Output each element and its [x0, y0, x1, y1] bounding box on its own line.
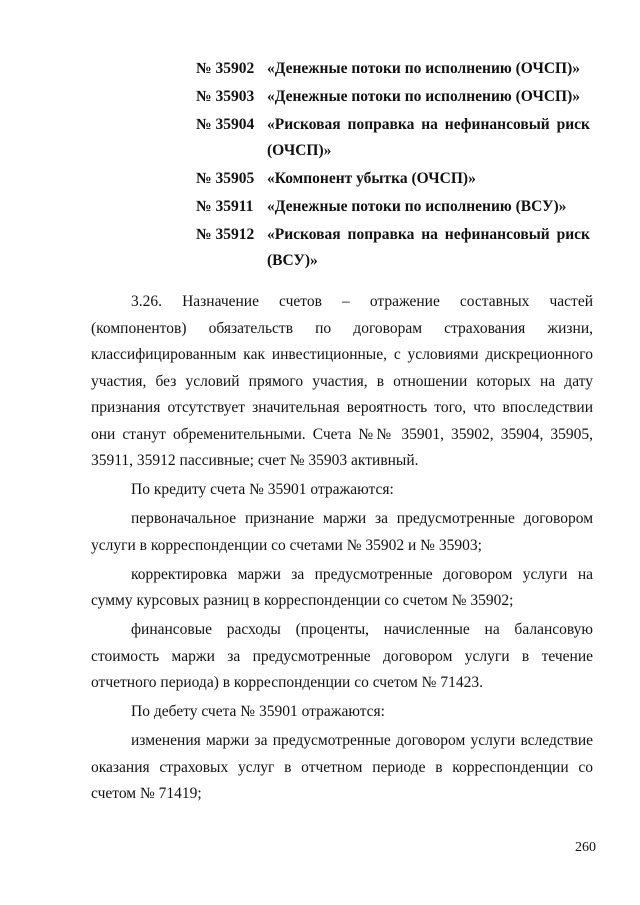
account-entry [196, 194, 590, 220]
account-entry [196, 166, 590, 192]
page-number: 260 [575, 840, 596, 855]
account-number: № 35902 [196, 60, 255, 77]
section-paragraph: 3.26. Назначение счетов – отражение составных частей (компонентов) обязательств по договорам страхования жизни, классифицированным как инвестиционные, с условиями дискреционного участия, без условий прямого участия, в отношении которых на дату признания отсутствует значительная вероятность того, что впоследствии они станут обременительными. Счета №№ 35901, 35902, 35904, 35905, 35911, 35912 пассивные; счет № 35903 активный. [91, 293, 593, 469]
list-paragraph: первоначальное признание маржи за предусмотренные договором услуги в корреспонденции со счетами № 35902 и № 35903; [91, 510, 593, 554]
account-name: «Компонент убытка (ОЧСП)» [267, 170, 476, 187]
credit-heading: По кредиту счета № 35901 отражаются: [131, 481, 394, 498]
account-entry [196, 222, 590, 274]
account-name: «Денежные потоки по исполнению (ОЧСП)» [267, 60, 580, 77]
account-list [196, 56, 590, 276]
account-number: № 35912 [196, 226, 255, 243]
account-entry [196, 112, 590, 164]
account-name: «Рисковая поправка на нефинансовый риск (ОЧСП)» [267, 116, 590, 159]
account-name: «Рисковая поправка на нефинансовый риск (ВСУ)» [267, 226, 590, 269]
account-number: № 35905 [196, 170, 255, 187]
account-name: «Денежные потоки по исполнению (ОЧСП)» [267, 88, 580, 105]
account-name: «Денежные потоки по исполнению (ВСУ)» [267, 198, 567, 215]
list-paragraph: корректировка маржи за предусмотренные договором услуги на сумму курсовых разниц в корреспонденции со счетом № 35902; [91, 565, 593, 609]
account-number: № 35904 [196, 116, 255, 133]
account-number: № 35911 [196, 198, 254, 215]
list-paragraph: изменения маржи за предусмотренные договором услуги вследствие оказания страховых услуг в отчетном периоде в корреспонденции со счетом № 71419; [91, 732, 593, 802]
account-entry [196, 84, 590, 110]
account-entry [196, 56, 590, 82]
body-text [91, 289, 593, 810]
list-paragraph: финансовые расходы (проценты, начисленные на балансовую стоимость маржи за предусмотренные договором услуги в течение отчетного периода) в корреспонденции со счетом № 71423. [91, 621, 593, 691]
account-number: № 35903 [196, 88, 255, 105]
debit-heading: По дебету счета № 35901 отражаются: [131, 703, 385, 720]
